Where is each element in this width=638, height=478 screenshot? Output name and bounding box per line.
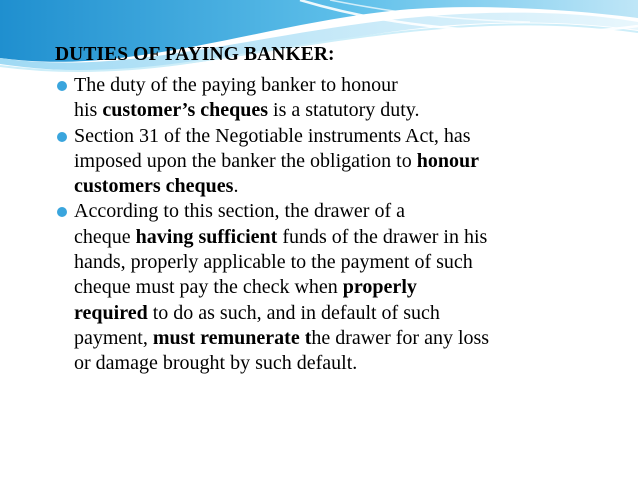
text-segment: cheque must pay the check when <box>74 276 343 299</box>
bullet-item <box>55 73 615 124</box>
text-segment: or damage brought by such default. <box>74 352 358 375</box>
bullet-list <box>55 73 615 377</box>
bullet-line <box>74 275 615 300</box>
bullet-line <box>74 225 615 250</box>
bold-text-segment: honour <box>416 149 479 172</box>
text-segment: Section 31 of the Negotiable instruments Act, has <box>74 124 471 147</box>
text-segment: hands, properly applicable to the payment of such <box>74 251 473 274</box>
bullet-dot-icon <box>57 207 67 217</box>
slide-title: DUTIES OF PAYING BANKER: <box>55 44 335 65</box>
text-segment: is a statutory duty. <box>268 99 420 122</box>
bullet-line <box>74 326 615 351</box>
text-segment: . <box>233 175 239 198</box>
bullet-line <box>74 351 615 376</box>
text-segment: imposed upon the banker the obligation to <box>74 149 417 172</box>
text-segment: cheque <box>74 225 136 248</box>
bullet-item <box>55 199 615 376</box>
bold-text-segment: having sufficient <box>135 225 278 248</box>
bullet-line <box>74 149 615 174</box>
text-segment: funds of the drawer in his <box>277 225 488 248</box>
bold-text-segment: must remunerate t <box>152 326 312 349</box>
bullet-line <box>74 174 615 199</box>
bold-text-segment: required <box>74 301 148 324</box>
bullet-line <box>74 98 615 123</box>
bold-text-segment: properly <box>342 276 417 299</box>
bullet-line <box>74 250 615 275</box>
text-segment: his <box>74 99 103 122</box>
text-segment: to do as such, and in default of such <box>147 301 440 324</box>
bold-text-segment: customer’s cheques <box>102 99 269 122</box>
bullet-dot-icon <box>57 132 67 142</box>
bullet-item <box>55 124 615 200</box>
bullet-line <box>74 124 615 149</box>
header-wave-decoration <box>0 0 638 80</box>
text-segment: payment, <box>74 326 153 349</box>
bullet-line <box>74 301 615 326</box>
text-segment: he drawer for any loss <box>311 326 490 349</box>
text-segment: According to this section, the drawer of a <box>74 200 406 223</box>
text-segment: The duty of the paying banker to honour <box>74 74 398 96</box>
bullet-dot-icon <box>57 81 67 91</box>
bullet-line <box>74 199 615 224</box>
bold-text-segment: customers cheques <box>74 175 234 198</box>
bullet-line <box>74 73 615 98</box>
